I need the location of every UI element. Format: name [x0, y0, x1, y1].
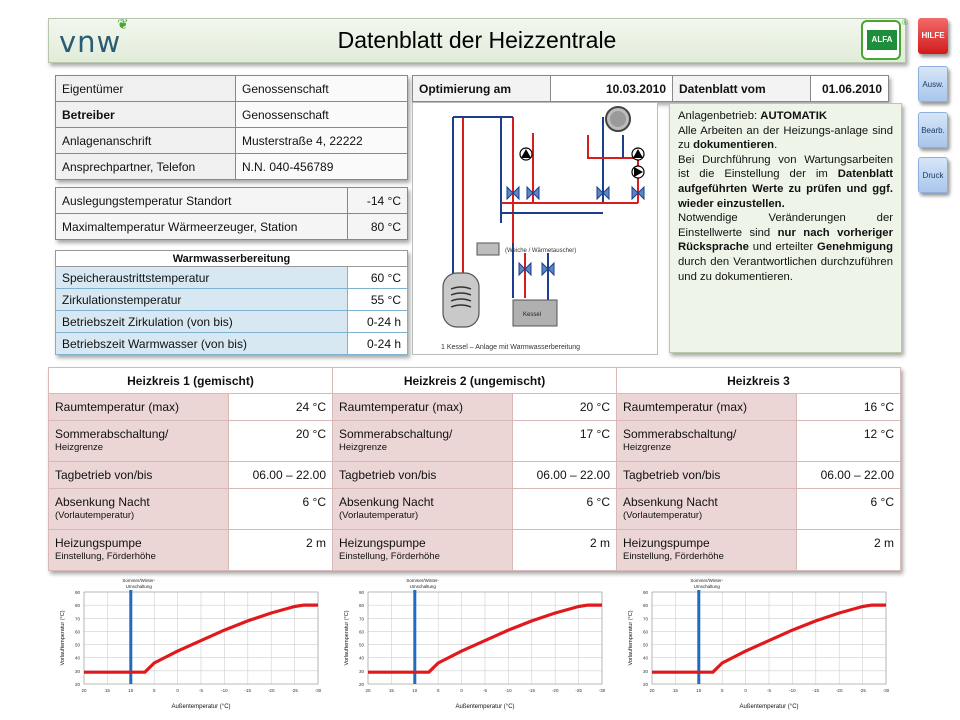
x-tick-label: 5 [436, 688, 440, 693]
ww-label: Zirkulationstemperatur [56, 289, 348, 311]
y-tick-label: 30 [74, 668, 80, 674]
y-tick-label: 30 [642, 668, 648, 674]
y-tick-label: 70 [74, 616, 80, 622]
table-header-row [49, 368, 901, 394]
design-temperature-table [55, 187, 408, 240]
y-tick-label: 40 [642, 655, 648, 661]
warmwater-title: Warmwasserbereitung [56, 251, 408, 267]
pump-title: Heizungspumpe [623, 536, 710, 550]
leaf-icon: ❦ [117, 17, 129, 33]
x-tick-label: -25 [291, 688, 298, 693]
note-emphasis: Genehmigung [817, 241, 893, 254]
max-temp-value: 80 °C [348, 214, 408, 240]
night-setback-title: Absenkung Nacht [623, 495, 718, 509]
note-changes [678, 211, 893, 284]
schematic-caption: 1 Kessel – Anlage mit Warmwasserbereitung [441, 344, 581, 351]
note-text: . [774, 139, 778, 152]
day-operation-label: Tagbetrieb von/bis [333, 462, 513, 489]
x-tick-label: -30 [882, 688, 890, 693]
x-tick-label: 20 [649, 688, 655, 693]
y-tick-label: 20 [642, 682, 648, 687]
alfa-logo [861, 18, 908, 60]
x-tick-label: -15 [812, 688, 820, 693]
circuit-1-header: Heizkreis 1 (gemischt) [49, 368, 333, 394]
x-tick-label: -10 [221, 688, 228, 693]
edit-button[interactable]: Bearb. [918, 112, 948, 148]
x-tick-label: -20 [551, 688, 559, 693]
chart-svg [336, 576, 608, 716]
ww-value: 0-24 h [348, 311, 408, 333]
y-tick-label: 70 [642, 616, 648, 622]
x-axis-label: Außentemperatur (°C) [455, 704, 515, 710]
sheet-date: 01.06.2010 [811, 76, 889, 102]
contact-label: Ansprechpartner, Telefon [56, 154, 236, 180]
x-tick-label: 20 [81, 688, 87, 693]
table-row [56, 76, 408, 102]
select-button[interactable]: Ausw. [918, 66, 948, 102]
x-tick-label: 15 [104, 688, 110, 693]
x-tick-label: 0 [176, 688, 179, 693]
y-tick-label: 80 [358, 603, 364, 609]
note-emphasis: dokumentieren [693, 139, 775, 152]
x-tick-label: 20 [365, 688, 371, 693]
alfa-badge-text: ALFA [867, 30, 897, 50]
day-operation-label: Tagbetrieb von/bis [617, 462, 797, 489]
help-button[interactable]: HILFE [918, 18, 948, 54]
boiler-label: Kessel [523, 312, 542, 318]
x-tick-label: -5 [766, 688, 772, 693]
ww-value: 0-24 h [348, 333, 408, 355]
day-operation-value: 06.00 – 22.00 [229, 462, 333, 489]
x-tick-label: 10 [128, 688, 134, 693]
night-setback-label [333, 489, 513, 530]
night-setback-sub: (Vorlautemperatur) [339, 510, 419, 521]
y-tick-label: 80 [74, 603, 80, 609]
night-setback-label [49, 489, 229, 530]
mode-value: AUTOMATIK [760, 110, 828, 122]
day-operation-label: Tagbetrieb von/bis [49, 462, 229, 489]
x-tick-label: -10 [789, 688, 796, 693]
operator-label: Betreiber [56, 102, 236, 128]
optimization-date: 10.03.2010 [551, 76, 673, 102]
x-tick-label: 0 [744, 688, 747, 693]
day-operation-value: 06.00 – 22.00 [797, 462, 901, 489]
x-tick-label: 15 [672, 688, 678, 693]
ww-value: 55 °C [348, 289, 408, 311]
x-tick-label: -25 [859, 688, 866, 693]
max-temp-label: Maximaltemperatur Wärmeerzeuger, Station [56, 214, 348, 240]
night-setback-value: 6 °C [797, 489, 901, 530]
table-row [56, 102, 408, 128]
summer-cutoff-title: Sommerabschaltung/ [55, 427, 169, 441]
note-maintenance [678, 153, 893, 211]
registered-mark: ® [902, 18, 908, 27]
heating-curve-chart-2 [336, 576, 608, 716]
table-row [56, 214, 408, 240]
table-row [56, 188, 408, 214]
summer-cutoff-label [49, 421, 229, 462]
summer-cutoff-value: 20 °C [229, 421, 333, 462]
switchover-label: Sommer/Winter- [690, 578, 724, 583]
operating-notes [669, 103, 902, 353]
y-tick-label: 70 [358, 616, 364, 622]
heating-curve-chart-3 [620, 576, 892, 716]
pump-value: 2 m [513, 530, 617, 571]
note-text: und erteilter [748, 241, 818, 254]
switchover-label: Umschaltung [409, 584, 436, 589]
heating-circuits-table [48, 367, 901, 571]
summer-cutoff-title: Sommerabschaltung/ [623, 427, 737, 441]
pump-sub: Einstellung, Förderhöhe [339, 551, 440, 562]
y-tick-label: 20 [358, 682, 364, 687]
warmwater-table [55, 250, 408, 355]
x-tick-label: -15 [528, 688, 536, 693]
y-tick-label: 40 [358, 655, 364, 661]
summer-cutoff-value: 17 °C [513, 421, 617, 462]
table-row [56, 311, 408, 333]
room-temp-value: 16 °C [797, 394, 901, 421]
x-axis-label: Außentemperatur (°C) [171, 704, 231, 710]
y-tick-label: 90 [642, 590, 648, 595]
x-tick-label: -20 [267, 688, 275, 693]
note-emphasis: Datenblatt aufgeführten Werte zu prüfen und ggf. wieder einzustellen. [678, 168, 893, 210]
table-row [56, 154, 408, 180]
x-tick-label: -5 [198, 688, 204, 693]
plant-schematic [412, 102, 658, 355]
room-temp-value: 24 °C [229, 394, 333, 421]
page-title: Datenblatt der Heizzentrale [337, 27, 617, 53]
y-tick-label: 60 [358, 629, 364, 635]
table-row [49, 489, 901, 530]
table-row [413, 76, 889, 102]
note-documentation [678, 124, 893, 153]
x-tick-label: -10 [505, 688, 512, 693]
x-tick-label: 10 [412, 688, 418, 693]
x-tick-label: 15 [388, 688, 394, 693]
operator-value: Genossenschaft [236, 102, 408, 128]
x-tick-label: 5 [152, 688, 156, 693]
x-tick-label: -5 [482, 688, 488, 693]
pump-title: Heizungspumpe [55, 536, 142, 550]
switchover-label: Sommer/Winter- [406, 578, 440, 583]
night-setback-sub: (Vorlautemperatur) [55, 510, 135, 521]
pump-label [333, 530, 513, 571]
x-tick-label: -20 [835, 688, 843, 693]
header-bar [48, 18, 906, 63]
design-temp-label: Auslegungstemperatur Standort [56, 188, 348, 214]
ww-value: 60 °C [348, 267, 408, 289]
table-row [49, 530, 901, 571]
room-temp-label: Raumtemperatur (max) [617, 394, 797, 421]
night-setback-value: 6 °C [229, 489, 333, 530]
y-tick-label: 90 [74, 590, 80, 595]
address-label: Anlagenanschrift [56, 128, 236, 154]
operating-mode [678, 109, 893, 124]
x-tick-label: -30 [314, 688, 322, 693]
pump-value: 2 m [797, 530, 901, 571]
heating-curve-chart-1 [52, 576, 324, 716]
table-row [49, 421, 901, 462]
contact-value: N.N. 040-456789 [236, 154, 408, 180]
design-temp-value: -14 °C [348, 188, 408, 214]
x-axis-label: Außentemperatur (°C) [739, 704, 799, 710]
x-tick-label: -25 [575, 688, 582, 693]
x-tick-label: 0 [460, 688, 463, 693]
room-temp-label: Raumtemperatur (max) [333, 394, 513, 421]
table-row [49, 462, 901, 489]
y-axis-label: Vorlauftemperatur (°C) [60, 610, 66, 666]
x-tick-label: -30 [598, 688, 606, 693]
summer-cutoff-sub: Heizgrenze [623, 442, 672, 453]
summer-cutoff-value: 12 °C [797, 421, 901, 462]
night-setback-sub: (Vorlautemperatur) [623, 510, 703, 521]
pump-sub: Einstellung, Förderhöhe [623, 551, 724, 562]
summer-cutoff-sub: Heizgrenze [339, 442, 388, 453]
owner-value: Genossenschaft [236, 76, 408, 102]
x-tick-label: 10 [696, 688, 702, 693]
x-tick-label: -15 [244, 688, 252, 693]
table-header-row [56, 251, 408, 267]
chart-svg [52, 576, 324, 716]
night-setback-label [617, 489, 797, 530]
y-tick-label: 30 [358, 668, 364, 674]
switchover-label: Umschaltung [125, 584, 152, 589]
room-temp-label: Raumtemperatur (max) [49, 394, 229, 421]
y-tick-label: 90 [358, 590, 364, 595]
y-tick-label: 50 [358, 642, 364, 648]
optimization-label: Optimierung am [413, 76, 551, 102]
summer-cutoff-title: Sommerabschaltung/ [339, 427, 453, 441]
night-setback-title: Absenkung Nacht [339, 495, 434, 509]
night-setback-value: 6 °C [513, 489, 617, 530]
night-setback-title: Absenkung Nacht [55, 495, 150, 509]
pump-sub: Einstellung, Förderhöhe [55, 551, 156, 562]
ww-label: Speicheraustrittstemperatur [56, 267, 348, 289]
circuit-3-header: Heizkreis 3 [617, 368, 901, 394]
y-tick-label: 80 [642, 603, 648, 609]
schematic-drawing [413, 103, 659, 356]
x-tick-label: 5 [720, 688, 724, 693]
owner-label: Eigentümer [56, 76, 236, 102]
table-row [49, 394, 901, 421]
y-tick-label: 60 [642, 629, 648, 635]
room-temp-value: 20 °C [513, 394, 617, 421]
y-tick-label: 50 [74, 642, 80, 648]
y-tick-label: 20 [74, 682, 80, 687]
y-axis-label: Vorlauftemperatur (°C) [628, 610, 634, 666]
optimization-table [412, 75, 889, 102]
address-value: Musterstraße 4, 22222 [236, 128, 408, 154]
chart-svg [620, 576, 892, 716]
table-row [56, 289, 408, 311]
pump-title: Heizungspumpe [339, 536, 426, 550]
logo-text: vnw [59, 25, 122, 59]
summer-cutoff-label [333, 421, 513, 462]
y-tick-label: 60 [74, 629, 80, 635]
note-text: Notwendige Veränderungen der Einstellwerte sind [678, 212, 893, 239]
circuit-2-header: Heizkreis 2 (ungemischt) [333, 368, 617, 394]
note-emphasis: nur nach vorheriger Rücksprache [678, 226, 893, 254]
summer-cutoff-label [617, 421, 797, 462]
pump-label [617, 530, 797, 571]
table-row [56, 128, 408, 154]
ww-label: Betriebszeit Warmwasser (von bis) [56, 333, 348, 355]
ww-label: Betriebszeit Zirkulation (von bis) [56, 311, 348, 333]
owner-table [55, 75, 408, 180]
note-text: Alle Arbeiten an der Heizungs-anlage sind zu [678, 124, 893, 152]
print-button[interactable]: Druck [918, 157, 948, 193]
exchanger-label: (Weiche / Wärmetauscher) [505, 248, 577, 254]
switchover-label: Umschaltung [693, 584, 720, 589]
pump-value: 2 m [229, 530, 333, 571]
sheet-date-label: Datenblatt vom [673, 76, 811, 102]
summer-cutoff-sub: Heizgrenze [55, 442, 104, 453]
y-tick-label: 50 [642, 642, 648, 648]
mode-prefix: Anlagenbetrieb: [678, 110, 761, 122]
table-row [56, 267, 408, 289]
switchover-label: Sommer/Winter- [122, 578, 156, 583]
day-operation-value: 06.00 – 22.00 [513, 462, 617, 489]
pump-label [49, 530, 229, 571]
note-text: durch den Verantwortlichen durchzuführen und zu dokumentieren. [678, 255, 893, 283]
table-row [56, 333, 408, 355]
y-axis-label: Vorlauftemperatur (°C) [344, 610, 350, 666]
y-tick-label: 40 [74, 655, 80, 661]
note-text: Bei Durchführung von Wartungsarbeiten ist die Einstellung der im [678, 153, 893, 181]
